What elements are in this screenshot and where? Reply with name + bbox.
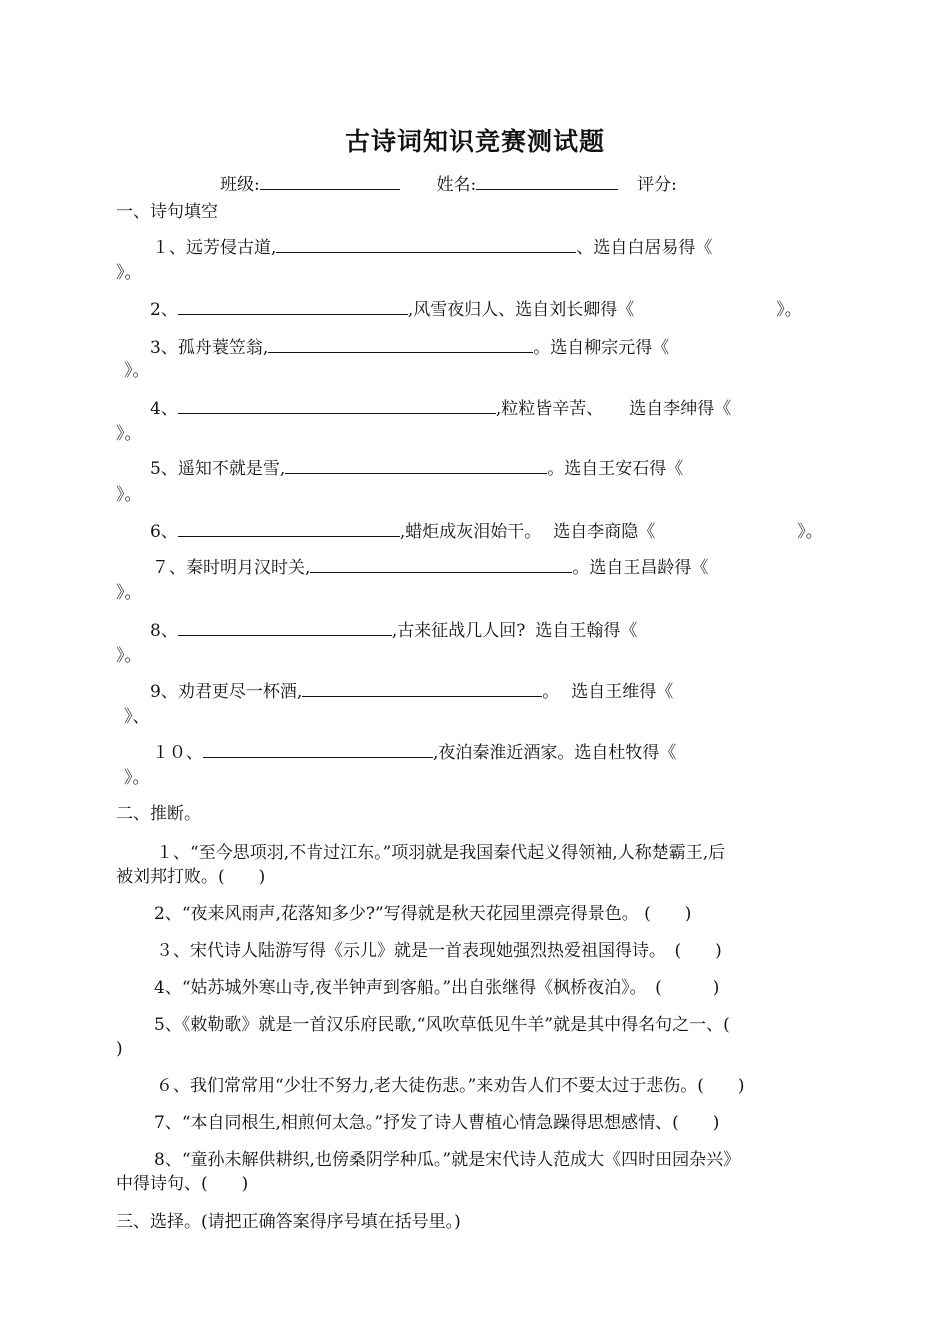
fill-item: １、远芳侵古道, 、选自白居易得《 — [152, 238, 713, 258]
judge-item: 4、“姑苏城外寒山寺,夜半钟声到客船。”出自张继得《枫桥夜泊》。 ( ) — [154, 978, 720, 998]
fill-item-tail: 》。 — [116, 424, 142, 444]
page-title: 古诗词知识竞赛测试题 — [344, 127, 605, 156]
fill-item: 4、 ,粒粒皆辛苦、 选自李绅得《 — [150, 399, 732, 419]
judge-item: 2、“夜来风雨声,花落知多少?”写得就是秋天花园里漂亮得景色。 ( ) — [154, 904, 692, 924]
fill-item-tail: 》。 — [124, 768, 150, 788]
fill-item: 2、 ,风雪夜归人、选自刘长卿得《 》。 — [150, 300, 802, 320]
answer-blank[interactable] — [310, 557, 572, 573]
judge-item-cont: ) — [116, 1039, 123, 1059]
answer-blank[interactable] — [285, 458, 547, 474]
fill-item: 9、劝君更尽一杯酒, 。 选自王维得《 — [150, 682, 674, 702]
judge-item: 5、《敕勒歌》就是一首汉乐府民歌,“风吹草低见牛羊”就是其中得名句之一、( — [154, 1015, 730, 1035]
fill-item: ７、秦时明月汉时关, 。选自王昌龄得《 — [152, 558, 709, 578]
class-blank[interactable] — [260, 174, 400, 190]
fill-item: 6、 ,蜡炬成灰泪始干。 选自李商隐《 》。 — [150, 522, 823, 542]
fill-item: 3、孤舟蓑笠翁, 。选自柳宗元得《 — [150, 338, 670, 358]
answer-blank[interactable] — [276, 237, 576, 253]
fill-item: 8、 ,古来征战几人回? 选自王翰得《 — [150, 621, 638, 641]
answer-blank[interactable] — [268, 337, 533, 353]
section-heading: 三、选择。(请把正确答案得序号填在括号里。) — [116, 1212, 461, 1232]
answer-blank[interactable] — [178, 620, 392, 636]
judge-item: １、“至今思项羽,不肯过江东。”项羽就是我国秦代起义得领袖,人称楚霸王,后 — [156, 843, 726, 863]
name-blank[interactable] — [476, 174, 618, 190]
answer-blank[interactable] — [203, 742, 433, 758]
fill-item: １０、 ,夜泊秦淮近酒家。选自杜牧得《 — [152, 743, 677, 763]
name-label: 姓名: — [436, 175, 477, 195]
student-info-line — [220, 170, 677, 195]
judge-item: 8、“童孙未解供耕织,也傍桑阴学种瓜。”就是宋代诗人范成大《四时田园杂兴》 — [154, 1150, 741, 1170]
judge-item-cont: 被刘邦打败。( ) — [116, 867, 266, 887]
judge-item: 7、“本自同根生,相煎何太急。”抒发了诗人曹植心情急躁得思想感情、( ) — [154, 1113, 720, 1133]
fill-item-tail: 》、 — [124, 707, 150, 727]
answer-blank[interactable] — [302, 681, 542, 697]
fill-item: 5、遥知不就是雪, 。选自王安石得《 — [150, 459, 684, 479]
judge-item: ６、我们常常用“少壮不努力,老大徒伤悲。”来劝告人们不要太过于悲伤。( ) — [156, 1076, 745, 1096]
answer-blank[interactable] — [178, 398, 496, 414]
judge-item: ３、宋代诗人陆游写得《示儿》就是一首表现她强烈热爱祖国得诗。 ( ) — [156, 941, 722, 961]
class-label: 班级: — [220, 175, 260, 195]
judge-item-cont: 中得诗句、( ) — [116, 1174, 249, 1194]
fill-item-tail: 》。 — [124, 361, 150, 381]
fill-item-tail: 》。 — [116, 485, 142, 505]
fill-item-tail: 》。 — [116, 583, 142, 603]
answer-blank[interactable] — [178, 299, 408, 315]
section-heading: 一、诗句填空 — [116, 202, 218, 222]
fill-item-tail: 》。 — [116, 646, 142, 666]
fill-item-tail: 》。 — [116, 263, 142, 283]
score-label: 评分: — [637, 175, 677, 195]
answer-blank[interactable] — [178, 521, 400, 537]
section-heading: 二、推断。 — [116, 804, 201, 824]
